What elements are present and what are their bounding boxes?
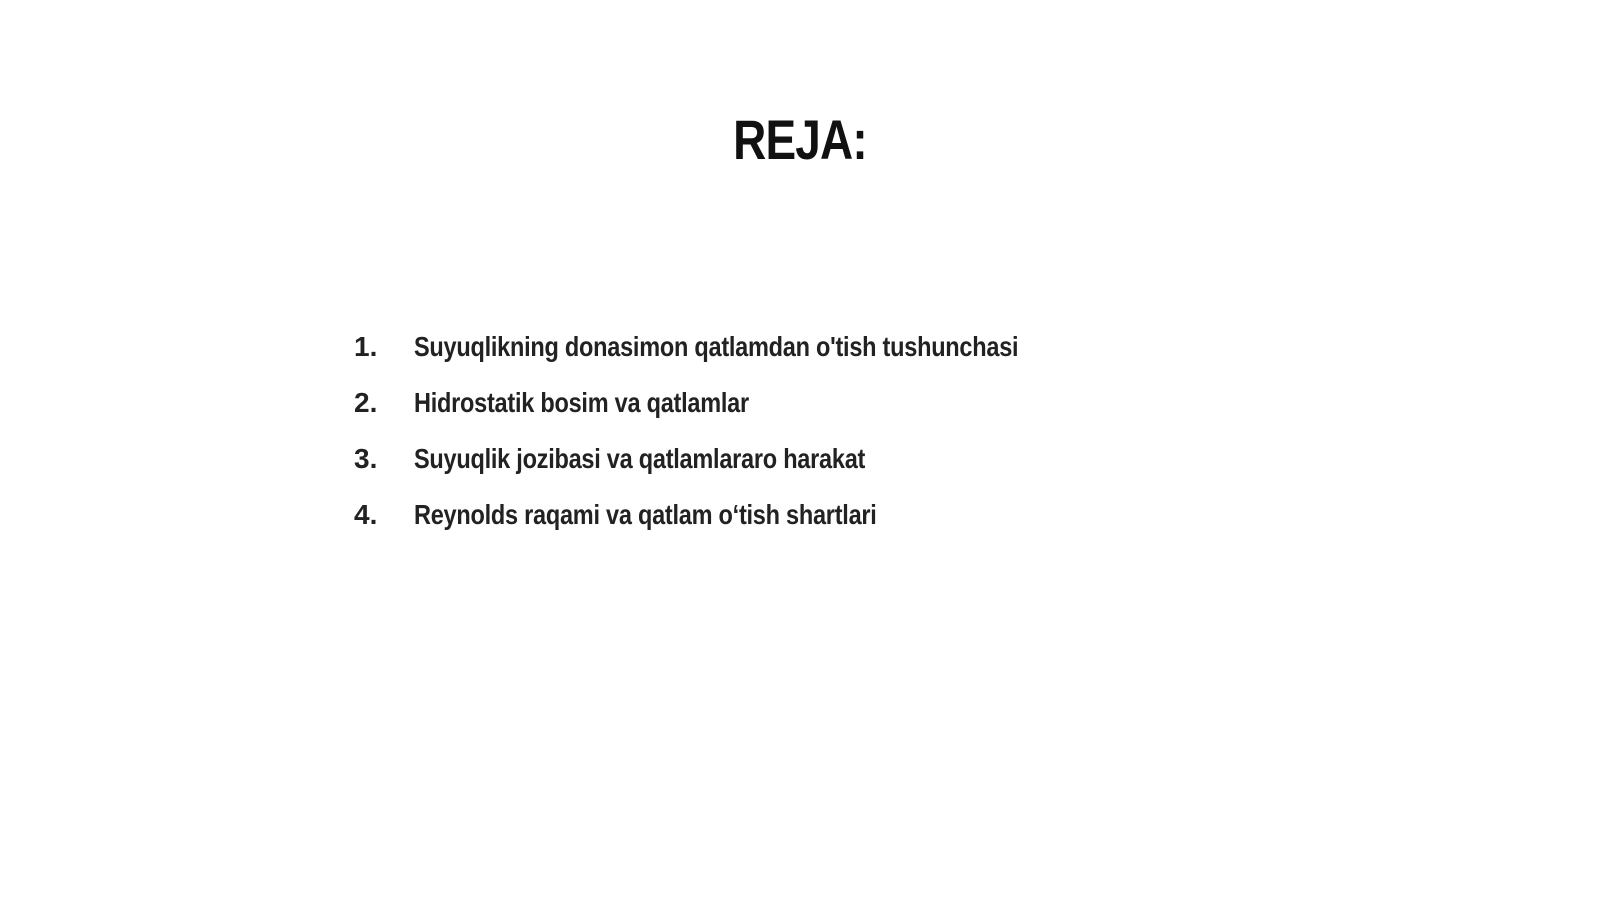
agenda-item-number: 4. xyxy=(354,499,378,530)
agenda-list xyxy=(354,327,1354,551)
agenda-item xyxy=(354,383,1354,439)
agenda-item-text: Reynolds raqami va qatlam o‘tish shartlari xyxy=(414,499,877,530)
agenda-item xyxy=(354,327,1354,383)
slide-title: REJA: xyxy=(733,108,867,171)
agenda-item xyxy=(354,495,1354,551)
agenda-item-number: 3. xyxy=(354,443,378,474)
agenda-item xyxy=(354,439,1354,495)
agenda-item-number: 1. xyxy=(354,331,378,362)
agenda-item-text: Suyuqlik jozibasi va qatlamlararo harakat xyxy=(414,443,866,474)
agenda-item-text: Suyuqlikning donasimon qatlamdan o'tish tushunchasi xyxy=(414,331,1019,362)
agenda-item-text: Hidrostatik bosim va qatlamlar xyxy=(414,387,749,418)
agenda-item-number: 2. xyxy=(354,387,378,418)
